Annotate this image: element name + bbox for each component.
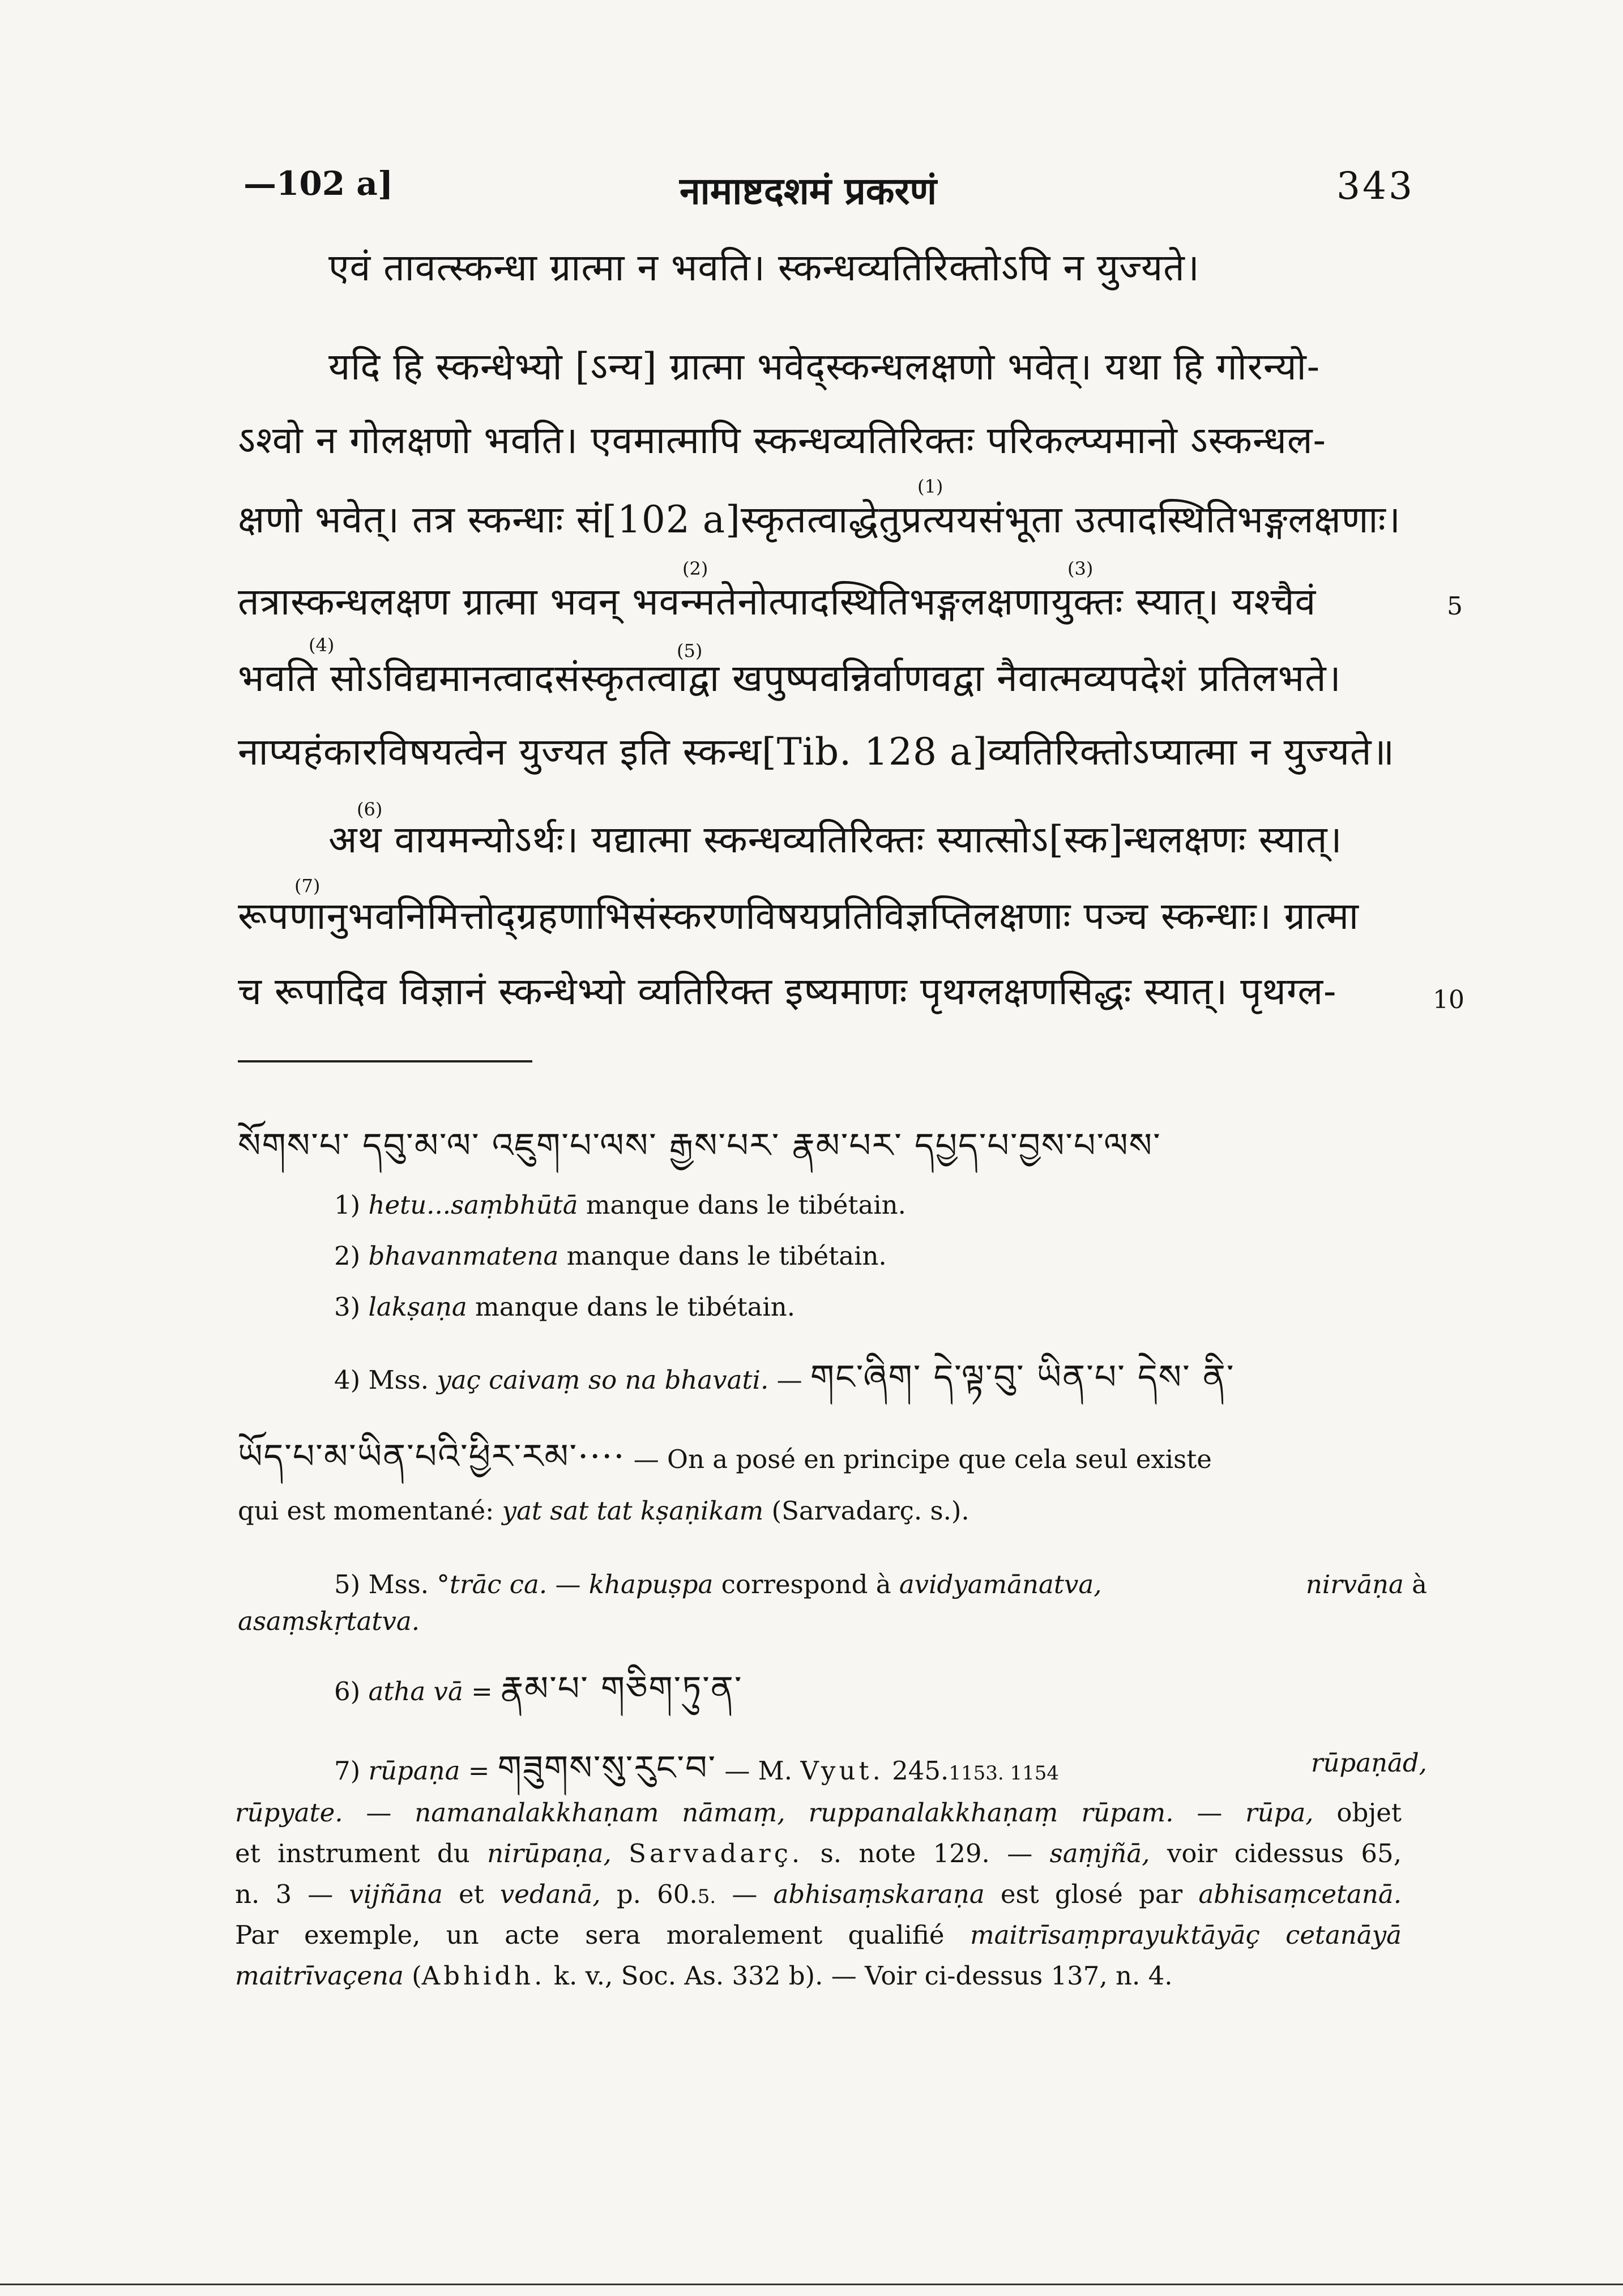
footnote-7-line-4 xyxy=(235,1874,1402,1917)
tibetan-line: སོགས་པ་ དབུ་མ་ལ་ འཇུག་པ་ལས་ རྒྱས་པར་ རྣམ་པར་ དཔྱད་པ་བྱས་པ་ལས་ xyxy=(238,1126,1161,1166)
footnote-4-tibetan-2: ཡོད་པ་མ་ཡིན་པའི་ཕྱིར་རམ་···· xyxy=(238,1437,626,1476)
footnote-7-line-1 xyxy=(334,1747,1427,1790)
footnote-3-number: 3) xyxy=(334,1292,361,1322)
footnote-7-vyut: Vyut. xyxy=(800,1756,884,1786)
bottom-edge-line xyxy=(0,2284,1623,2285)
footnote-2-text: manque dans le tibétain. xyxy=(558,1241,887,1271)
footnote-7-l5-term: maitrīsaṃprayuktāyāç cetanāyā xyxy=(969,1920,1402,1950)
footnote-7-l6-text: k. v., Soc. As. 332 b). — Voir ci-dessus 137, n. 4. xyxy=(545,1961,1173,1991)
body-line-9: रूपणानुभवनिमित्तोद्ग्रहणाभिसंस्करणविषयप्रतिविज्ञप्तिलक्षणाः पञ्च स्कन्धाः। ग्रात्मा xyxy=(238,894,1360,938)
footnote-7-l4-page-line: 5. xyxy=(697,1885,716,1908)
footnote-7-l3-text: et instrument du xyxy=(235,1838,488,1868)
footnote-4-line-2 xyxy=(238,1436,1212,1478)
footnote-2 xyxy=(334,1240,887,1272)
footnote-6-term: atha vā xyxy=(368,1676,463,1706)
footnote-5-term-1: °trāc ca. xyxy=(437,1569,548,1599)
footnote-5-term-4: nirvāṇa xyxy=(1305,1569,1404,1599)
footnote-7-term: rūpaṇa xyxy=(368,1756,460,1786)
footnote-1-number: 1) xyxy=(334,1190,361,1220)
footnote-4-source: (Sarvadarç. s.). xyxy=(763,1496,969,1526)
footnote-7-l4-term-3: abhisaṃskaraṇa xyxy=(773,1879,985,1909)
footnote-4-tibetan-1: གང་ཞིག་ དེ་ལྟ་བུ་ ཡིན་པ་ དེས་ ནི་ xyxy=(810,1358,1235,1397)
footnote-7-tibetan: གཟུགས་སུ་རུང་བ་ xyxy=(497,1748,717,1788)
footnote-4-line-1 xyxy=(334,1356,1235,1399)
footnote-7-ref-b: 245. xyxy=(883,1756,949,1786)
body-line-6: भवति सोऽविद्यमानत्वादसंस्कृतत्वाद्वा खपुष्पवन्निर्वाणवद्वा नैवात्मव्यपदेशं प्रतिलभते। xyxy=(238,656,1342,700)
footnote-7-ref-a: — M. xyxy=(716,1756,801,1786)
footnote-1 xyxy=(334,1189,906,1221)
footnote-6-tibetan: རྣམ་པ་ གཅིག་ཏུ་ན་ xyxy=(501,1669,743,1709)
footnote-7-l4-text-2: et xyxy=(442,1879,500,1909)
footnote-4-line-3 xyxy=(238,1495,969,1527)
footnote-7-l6-term: maitrīvaçena xyxy=(235,1961,404,1991)
footnote-5-line-2 xyxy=(238,1606,420,1637)
footnote-5-number: 5) Mss. xyxy=(334,1569,437,1599)
footnote-7-l4-page: p. 60. xyxy=(600,1879,698,1909)
body-line-1: एवं तावत्स्कन्धा ग्रात्मा न भवति। स्कन्धव्यतिरिक्तोऽपि न युज्यते। xyxy=(328,246,1200,289)
footnote-mark-7: (7) xyxy=(294,875,321,897)
footnote-5-term-3: avidyamānatva, xyxy=(899,1569,1102,1599)
footnote-7-line-3 xyxy=(235,1833,1402,1874)
page-title: नामाष्टदशमं प्रकरणं xyxy=(680,169,937,213)
body-line-10: च रूपादिव विज्ञानं स्कन्धेभ्यो व्यतिरिक्त इष्यमाणः पृथग्लक्षणसिद्धः स्यात्। पृथग्ल- xyxy=(238,970,1337,1013)
footnote-5-line-1 xyxy=(334,1569,1427,1601)
footnote-mark-3: (3) xyxy=(1067,558,1094,579)
footnote-4-quote: yat sat tat kṣaṇikam xyxy=(502,1496,764,1526)
footnote-7-l2-quote: namanalakkhaṇam nāmaṃ, ruppanalakkhaṇaṃ rūpam. xyxy=(415,1798,1174,1828)
footnote-6-number: 6) xyxy=(334,1676,361,1706)
footnote-5-dash: — xyxy=(547,1569,589,1599)
footnote-7-l4-text: n. 3 — xyxy=(235,1879,349,1909)
footnote-5-text-2: à xyxy=(1403,1569,1427,1599)
body-line-3: ऽश्वो न गोलक्षणो भवति। एवमात्मापि स्कन्धव्यतिरिक्तः परिकल्प्यमानो ऽस्कन्धल- xyxy=(238,419,1326,462)
footnote-5-term-5: asaṃskṛtatva. xyxy=(238,1606,420,1636)
footnote-rule xyxy=(238,1060,532,1062)
footnote-mark-1: (1) xyxy=(917,476,943,497)
footnote-7-l5-text: Par exemple, un acte sera moralement qualifié xyxy=(235,1920,970,1950)
footnote-7-line-5 xyxy=(235,1915,1402,1956)
footnote-7-l4-dash: — xyxy=(716,1879,774,1909)
footnote-5-text-1: correspond à xyxy=(713,1569,899,1599)
line-number-10: 10 xyxy=(1433,985,1464,1014)
footnote-2-term: bhavanmatena xyxy=(368,1241,559,1271)
footnote-mark-4: (4) xyxy=(309,634,335,656)
footnote-7-l4-term-2: vedanā, xyxy=(499,1879,601,1909)
header-left: —102 a] xyxy=(244,164,394,203)
footnote-7-l6-source: Abhidh. xyxy=(421,1961,546,1991)
body-line-4: क्षणो भवेत्। तत्र स्कन्धाः सं[102 a]स्कृतत्वाद्धेतुप्रत्ययसंभूता उत्पादस्थितिभङ्गलक्षणाः। xyxy=(238,498,1401,541)
line-number-5: 5 xyxy=(1447,592,1463,621)
footnote-7-line-2 xyxy=(235,1793,1402,1833)
footnote-7-l3-text-2: s. note 129. — xyxy=(803,1838,1050,1868)
footnote-3 xyxy=(334,1291,795,1323)
body-line-2: यदि हि स्कन्धेभ्यो [ऽन्य] ग्रात्मा भवेद्स्कन्धलक्षणो भवेत्। यथा हि गोरन्यो- xyxy=(328,345,1320,389)
footnote-7-equals: = xyxy=(460,1756,498,1786)
footnote-7-l2-term: rūpyate. xyxy=(235,1798,343,1828)
page-number: 343 xyxy=(1336,164,1415,208)
footnote-7-l4-text-3: est glosé par xyxy=(984,1879,1199,1909)
footnote-4-french-2: qui est momentané: xyxy=(238,1496,502,1526)
body-line-7: नाप्यहंकारविषयत्वेन युज्यत इति स्कन्ध[Tib. 128 a]व्यतिरिक्तोऽप्यात्मा न युज्यते॥ xyxy=(238,730,1395,774)
footnote-mark-6: (6) xyxy=(357,799,383,820)
footnote-7-ref-c: 1153. 1154 xyxy=(949,1762,1059,1785)
footnote-5-term-2: khapuṣpa xyxy=(588,1569,714,1599)
footnote-7-l4-term: vijñāna xyxy=(349,1879,443,1909)
footnote-1-term: hetu...saṃbhūtā xyxy=(368,1190,578,1220)
footnote-mark-5: (5) xyxy=(677,640,703,662)
footnote-7-l2-text: objet xyxy=(1313,1798,1402,1828)
footnote-7-l2-dash-2: — xyxy=(1173,1798,1246,1828)
footnote-4-term: yaç caivaṃ so na bhavati. xyxy=(437,1365,769,1395)
footnote-6 xyxy=(334,1668,743,1710)
body-line-8: अथ वायमन्योऽर्थः। यद्यात्मा स्कन्धव्यतिरिक्तः स्यात्सोऽ[स्क]न्धलक्षणः स्यात्। xyxy=(328,818,1343,861)
footnote-7-term-2: rūpaṇād, xyxy=(1310,1748,1427,1778)
footnote-7-l2-term-2: rūpa, xyxy=(1245,1798,1314,1828)
footnote-2-number: 2) xyxy=(334,1241,361,1271)
body-line-5: तत्रास्कन्धलक्षण ग्रात्मा भवन् भवन्मतेनोत्पादस्थितिभङ्गलक्षणायुक्तः स्यात्। यश्चैवं xyxy=(238,580,1317,624)
footnote-1-text: manque dans le tibétain. xyxy=(578,1190,906,1220)
footnote-7-l3-text-3: voir cidessus 65, xyxy=(1150,1838,1402,1868)
footnote-7-l6-paren: ( xyxy=(403,1961,422,1991)
footnote-7-number: 7) xyxy=(334,1756,361,1786)
footnote-4-french-1: — On a posé en principe que cela seul existe xyxy=(625,1444,1212,1474)
footnote-7-l2-dash: — xyxy=(343,1798,415,1828)
footnote-6-equals: = xyxy=(463,1676,501,1706)
footnote-7-l3-source: Sarvadarç. xyxy=(629,1838,804,1868)
footnote-7-l4-term-4: abhisaṃcetanā. xyxy=(1198,1879,1402,1909)
footnote-3-text: manque dans le tibétain. xyxy=(467,1292,796,1322)
footnote-mark-2: (2) xyxy=(682,558,708,579)
footnote-7-line-6 xyxy=(235,1956,1402,1996)
footnote-7-l3-term-2: saṃjñā, xyxy=(1049,1838,1150,1868)
footnote-4-dash: — xyxy=(768,1365,810,1395)
footnote-7-l3-term: nirūpaṇa, xyxy=(487,1838,612,1868)
footnote-3-term: lakṣaṇa xyxy=(368,1292,467,1322)
footnote-4-number: 4) Mss. xyxy=(334,1365,429,1395)
